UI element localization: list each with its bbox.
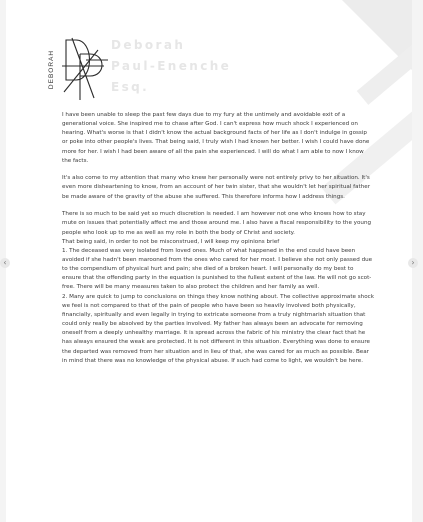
monogram-dp-icon xyxy=(60,36,112,104)
heading-line: Deborah xyxy=(111,38,186,52)
logo-name: DEBORAH xyxy=(48,49,56,89)
chevron-left-icon[interactable]: ‹ xyxy=(0,258,10,268)
paragraph: I have been unable to sleep the past few days due to my fury at the untimely and avoidable exit of a generational voice. She inspired me to chase after God. I can't express how much shock I experienced on hearing. What's worse is that I didn't know the actual background facts of her life as I don't indulge in gossip or poke into other people's lives. That being said, I truly wish I had known her better. I wish I could have done more for her. I wish I had been aware of all the pain she experienced. I will do what I am able to now I know the facts. xyxy=(62,112,370,164)
chevron-right-icon[interactable]: › xyxy=(408,258,418,268)
paragraph: It's also come to my attention that many who knew her personally were not entirely privy to her situation. It's even more disheartening to know, from an account of her twin sister, that she wouldn't let her spiritual father be made aware of the gravity of the abuse she suffered. This therefore informs how I address things. xyxy=(62,175,371,200)
document-page xyxy=(6,0,412,522)
list-item: 2. Many are quick to jump to conclusions on things they know nothing about. The collective approximate shock we feel is not compared to that of the pain of people who have been so heavily involved both physically, financially, spiritually and even legally in trying to extricate someone from a truly nightmarish situation that could only really be absolved by the parties involved. My father has always been an advocate for removing oneself from a deeply unhealthy marriage. It is spread across the fabric of his ministry the clear fact that he has always ensured the weak are protected. It is not different in this situation. Everything was done to ensure the departed was removed from her situation and in lieu of that, she was cared for as much as possible. Bear in mind that there was no knowledge of the physical abuse. If such had come to light, we wouldn't be here. xyxy=(62,293,374,364)
heading-line: Paul-Enenche xyxy=(111,59,232,73)
paragraph: There is so much to be said yet so much discretion is needed. I am however not one who knows how to stay mute on issues that potentially affect me and those around me. I also have a fiscal responsibility to the young people who look up to me as well as my role in both the body of Christ and society. xyxy=(62,211,372,236)
logo-vertical-text xyxy=(46,40,58,98)
paragraph: That being said, in order to not be misconstrued, I will keep my opinions brief xyxy=(62,238,280,245)
heading-line: Esq. xyxy=(111,80,150,94)
author-name-heading xyxy=(111,35,231,98)
letter-body xyxy=(62,111,374,366)
list-item: 1. The deceased was very isolated from loved ones. Much of what happened in the end could have been avoided if she hadn't been marooned from the ones who cared for her most. I believe she not only passed due to the compendium of physical hurt and pain; she died of a broken heart. I will personally do my best to ensure that the offending party in the equation is punished to the fullest extent of the law. He will not go scot-free. There will be many measures taken to also protect the children and her family as well. xyxy=(62,247,373,291)
